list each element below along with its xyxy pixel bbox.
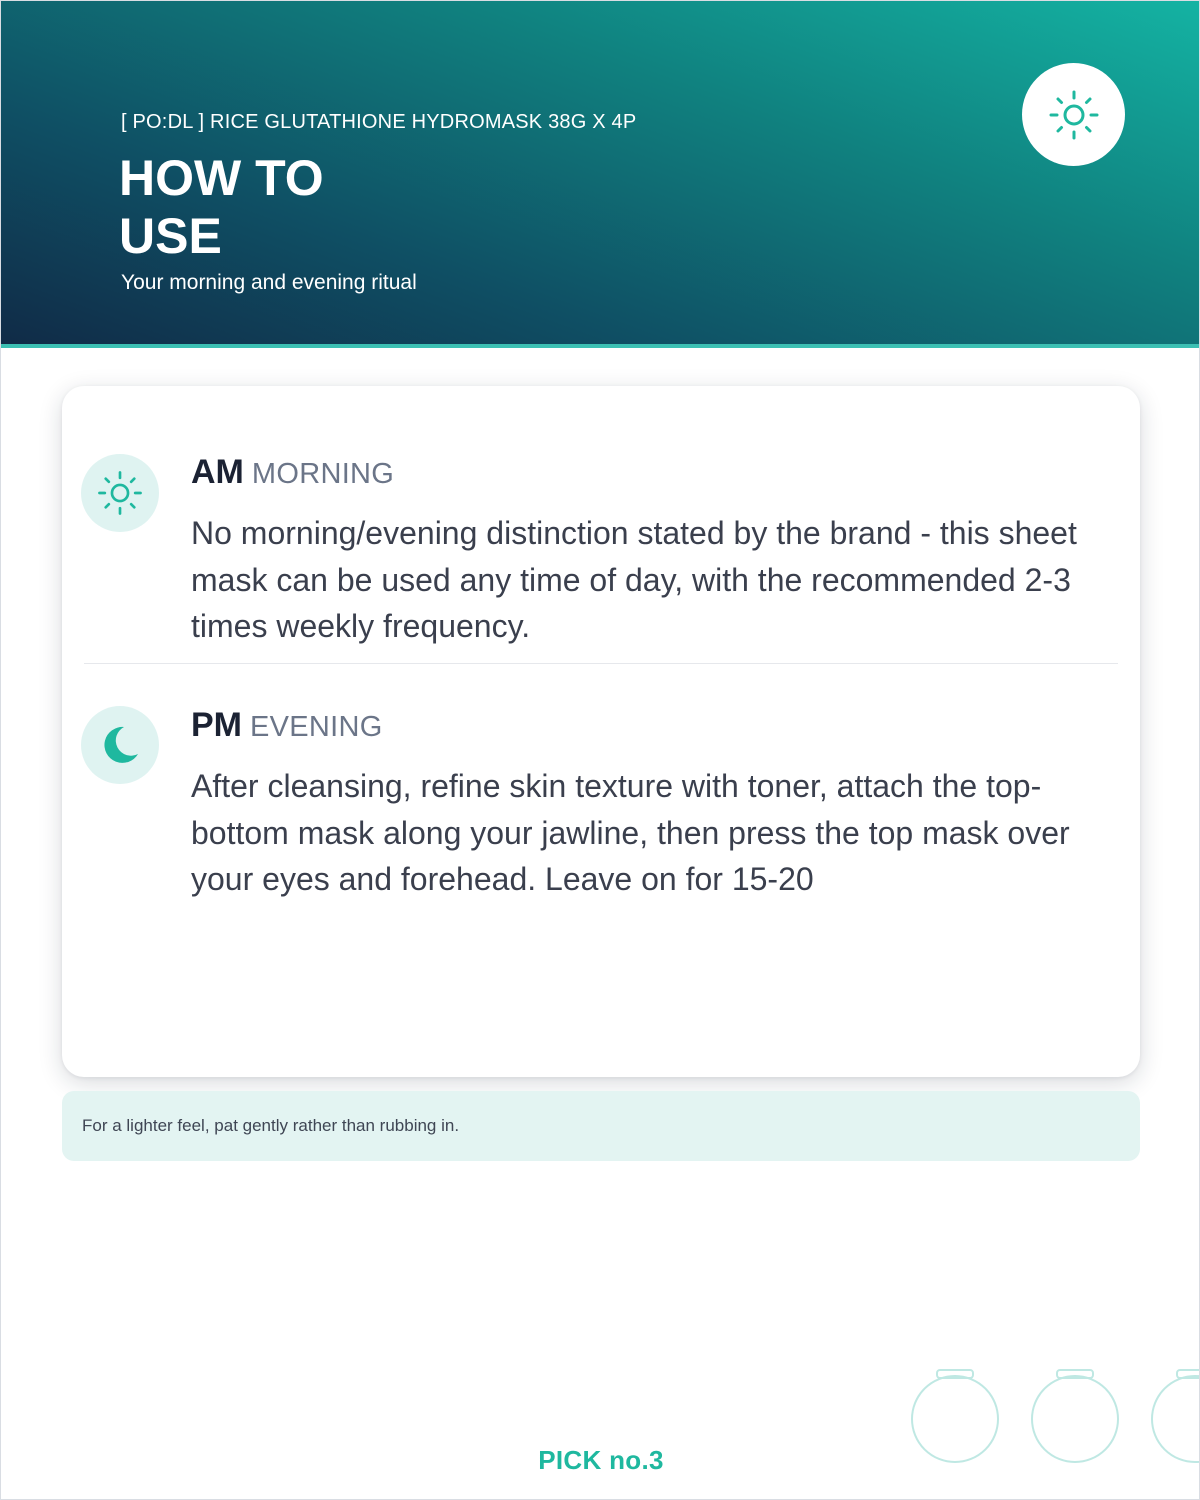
- pm-icon-circle: [81, 706, 159, 784]
- pm-code: PM: [191, 706, 242, 744]
- section-divider: [84, 663, 1118, 664]
- sun-icon: [1046, 87, 1102, 143]
- tip-text: For a lighter feel, pat gently rather than rubbing in.: [82, 1116, 460, 1135]
- page-title-line-2: USE: [119, 208, 222, 264]
- page-subtitle: Your morning and evening ritual: [121, 271, 417, 294]
- pm-instructions: After cleansing, refine skin texture with toner, attach the top-bottom mask along your jawline, then press the top mask over your eyes and forehead. Leave on for 15-20: [191, 768, 1070, 897]
- product-name: [ PO:DL ] RICE GLUTATHIONE HYDROMASK 38G X 4P: [121, 111, 637, 133]
- page-title: [119, 149, 519, 265]
- pick-number-label: PICK no.3: [538, 1445, 664, 1475]
- header-sun-badge: [1022, 63, 1125, 166]
- sun-icon: [95, 468, 145, 518]
- page-title-line-1: HOW TO: [119, 150, 324, 206]
- am-icon-circle: [81, 454, 159, 532]
- pm-heading: [191, 706, 383, 745]
- am-heading: [191, 453, 394, 492]
- header-banner: [1, 1, 1200, 344]
- header-accent-line: [1, 344, 1200, 348]
- am-code: AM: [191, 453, 244, 491]
- routine-card: [62, 386, 1140, 1077]
- tip-box: [62, 1091, 1140, 1161]
- am-instructions: No morning/evening distinction stated by the brand - this sheet mask can be used any time of day, with the recommended 2-3 times weekly frequency.: [191, 515, 1077, 644]
- am-name: MORNING: [251, 458, 395, 490]
- moon-icon: [98, 723, 142, 767]
- pm-name: EVENING: [250, 711, 383, 743]
